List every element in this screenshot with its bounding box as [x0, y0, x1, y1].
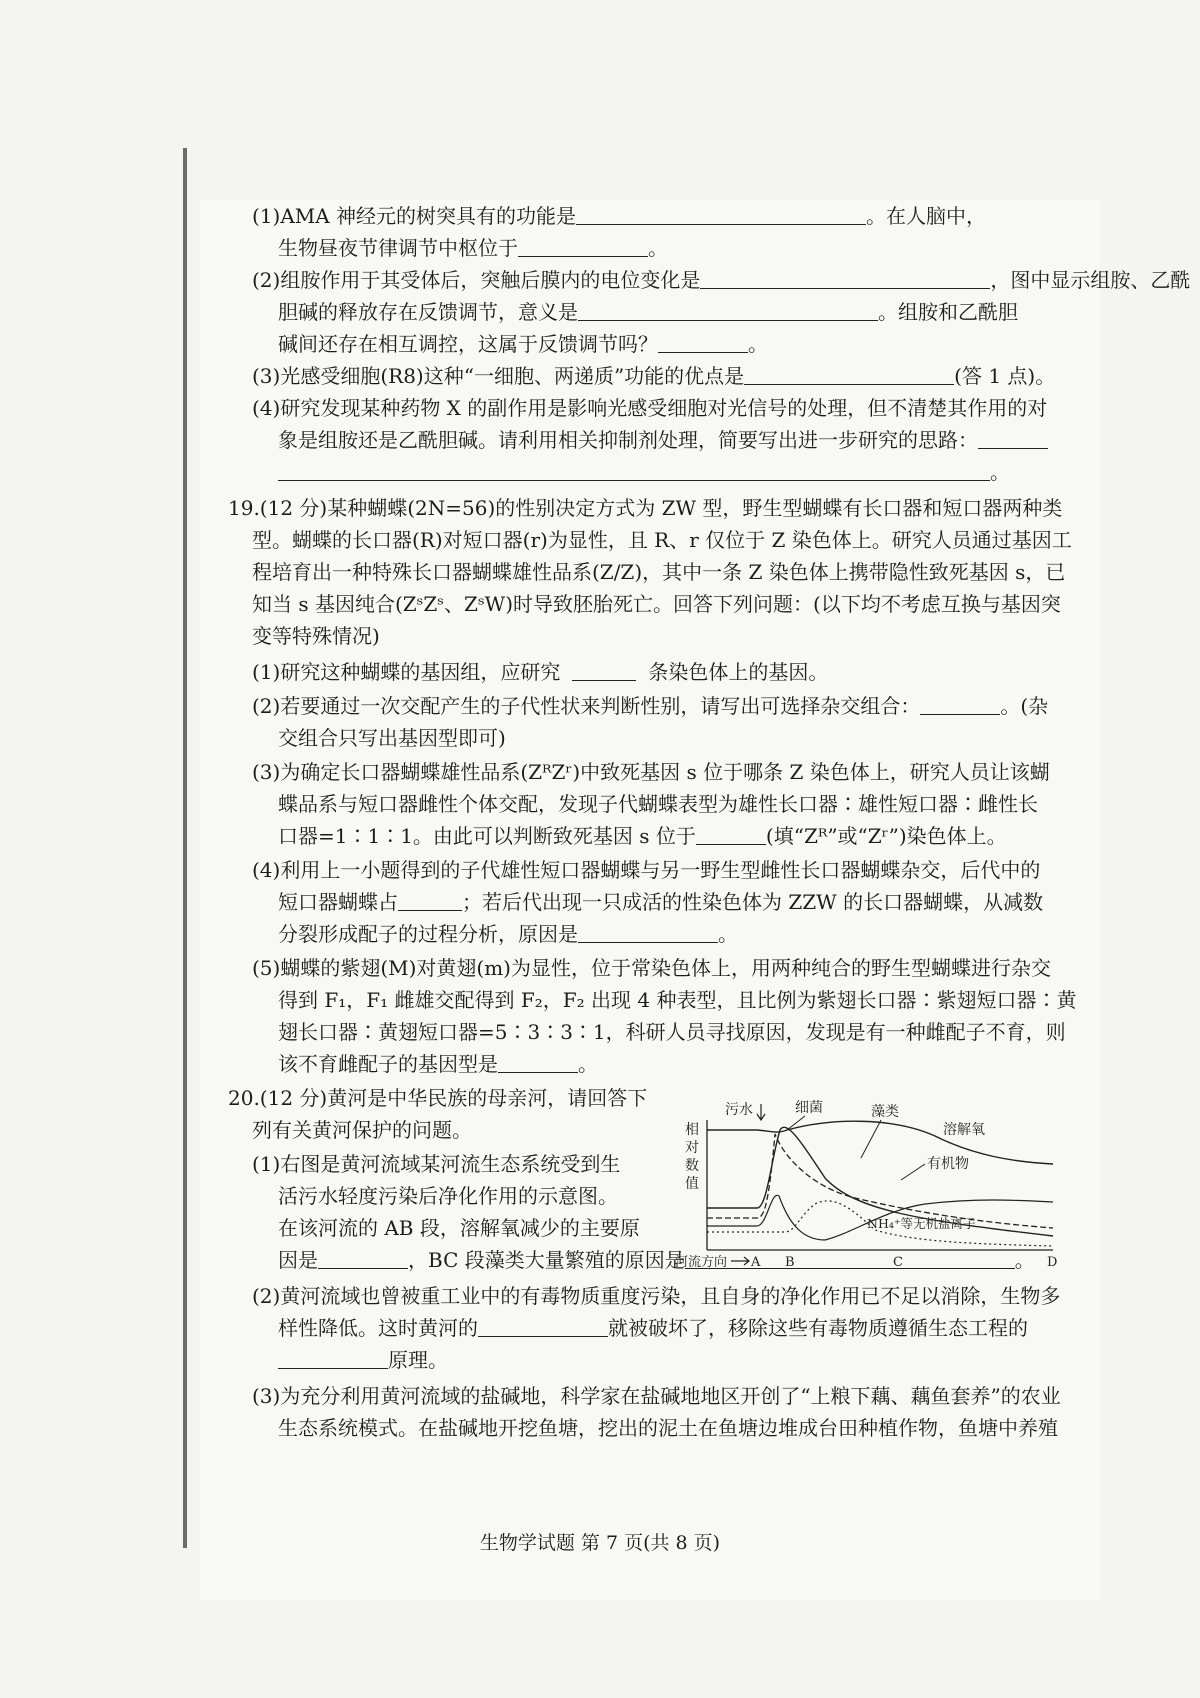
q20-line-11: 生态系统模式。在盐碱地开挖鱼塘，挖出的泥土在鱼塘边堆成台田种植作物，鱼塘中养殖 — [278, 1416, 1058, 1440]
q19-line-6: (1)研究这种蝴蝶的基因组，应研究 条染色体上的基因。 — [252, 660, 829, 684]
label-algae: 藻类 — [871, 1104, 899, 1120]
leader-line — [901, 1164, 925, 1180]
q18-line-9: 。 — [278, 456, 1010, 488]
q19-line-7: (2)若要通过一次交配产生的子代性状来判断性别，请写出可选择杂交组合： 。(杂 — [252, 694, 1049, 718]
q19-line-1: 19.(12 分)某种蝴蝶(2N=56)的性别决定方式为 ZW 型，野生型蝴蝶有长口器和短口器两种类 — [228, 496, 1063, 520]
point-label-b: B — [785, 1255, 795, 1268]
q19-line-15: (5)蝴蝶的紫翅(M)对黄翅(m)为显性，位于常染色体上，用两种纯合的野生型蝴蝶进行杂交 — [252, 956, 1051, 980]
q18-line-5: 碱间还存在相互调控，这属于反馈调节吗？ 。 — [278, 332, 768, 356]
answer-blank[interactable] — [978, 426, 1048, 449]
answer-blank[interactable] — [498, 1050, 578, 1073]
q20-line-2: 列有关黄河保护的问题。 — [252, 1118, 472, 1142]
q19-line-14: 分裂形成配子的过程分析，原因是 。 — [278, 922, 738, 946]
y-axis-label-char: 相 — [685, 1122, 699, 1138]
river-purification-figure — [675, 1100, 1065, 1268]
point-label-a: A — [751, 1255, 761, 1268]
q18-line-3: (2)组胺作用于其受体后，突触后膜内的电位变化是 ，图中显示组胺、乙酰 — [252, 268, 1191, 292]
q20-line-3: (1)右图是黄河流域某河流生态系统受到生 — [252, 1152, 621, 1176]
q19-line-13: 短口器蝴蝶占 ；若后代出现一只成活的性染色体为 ZZW 的长口器蝴蝶，从减数 — [278, 890, 1044, 914]
q19-line-5: 变等特殊情况) — [252, 624, 380, 648]
answer-blank[interactable] — [518, 234, 648, 257]
answer-blank[interactable] — [576, 202, 866, 225]
q19-line-18: 该不育雌配子的基因型是 。 — [278, 1052, 598, 1076]
curve-organic-matter — [707, 1134, 1053, 1228]
q20-line-4: 活污水轻度污染后净化作用的示意图。 — [278, 1184, 618, 1208]
q19-line-2: 型。蝴蝶的长口器(R)对短口器(r)为显性，且 R、r 仅位于 Z 染色体上。研究人员通过基因工 — [252, 528, 1072, 552]
answer-blank[interactable] — [478, 1314, 608, 1337]
q19-line-8: 交组合只写出基因型即可) — [278, 726, 506, 750]
q18-line-6: (3)光感受细胞(R8)这种“一细胞、两递质”功能的优点是 (答 1 点)。 — [252, 364, 1056, 388]
answer-blank[interactable] — [318, 1246, 408, 1269]
direction-arrow-icon — [731, 1257, 749, 1265]
q18-line-8: 象是组胺还是乙酰胆碱。请利用相关抑制剂处理，简要写出进一步研究的思路： — [278, 424, 1048, 456]
q19-line-12: (4)利用上一小题得到的子代雄性短口器蝴蝶与另一野生型雌性长口器蝴蝶杂交，后代中的 — [252, 858, 1041, 882]
q18-line-4: 胆碱的释放存在反馈调节，意义是 。组胺和乙酰胆 — [278, 300, 1018, 324]
q19-line-16: 得到 F₁，F₁ 雌雄交配得到 F₂，F₂ 出现 4 种表型，且比例为紫翅长口器∶紫翅短口器∶黄 — [278, 988, 1077, 1012]
q20-line-5: 在该河流的 AB 段，溶解氧减少的主要原 — [278, 1216, 640, 1240]
q18-line-2: 生物昼夜节律调节中枢位于 。 — [278, 236, 668, 260]
q19-line-17: 翅长口器∶黄翅短口器=5∶3∶3∶1，科研人员寻找原因，发现是有一种雌配子不育，则 — [278, 1020, 1066, 1044]
point-label-c: C — [893, 1255, 903, 1268]
leader-line — [861, 1120, 881, 1158]
scan-edge — [183, 148, 187, 1548]
q19-line-11: 口器=1∶1∶1。由此可以判断致死基因 s 位于 (填“Zᴿ”或“Zʳ”)染色体上。 — [278, 824, 1007, 848]
q18-line-1: (1)AMA 神经元的树突具有的功能是 。在人脑中， — [252, 204, 987, 228]
answer-blank[interactable] — [578, 920, 718, 943]
y-axis-label-char: 对 — [685, 1140, 699, 1156]
label-organic-matter: 有机物 — [927, 1156, 969, 1172]
curve-dissolved-oxygen — [707, 1121, 1053, 1164]
q20-line-9: 原理。 — [278, 1344, 448, 1376]
label-dissolved-oxygen: 溶解氧 — [943, 1122, 985, 1138]
q19-line-3: 程培育出一种特殊长口器蝴蝶雄性品系(Z/Z)，其中一条 Z 染色体上携带隐性致死基因 s，已 — [252, 560, 1066, 584]
q20-line-6: 因是 ，BC 段藻类大量繁殖的原因是 。 — [278, 1248, 1035, 1272]
answer-blank[interactable] — [700, 266, 990, 289]
river-direction-label: 河流方向 — [675, 1255, 728, 1268]
y-axis-label-char: 值 — [685, 1176, 699, 1192]
y-axis-label-char: 数 — [685, 1158, 699, 1174]
point-label-d: D — [1047, 1255, 1058, 1268]
q20-line-7: (2)黄河流域也曾被重工业中的有毒物质重度污染，且自身的净化作用已不足以消除，生物多 — [252, 1284, 1061, 1308]
q19-line-9: (3)为确定长口器蝴蝶雄性品系(ZᴿZʳ)中致死基因 s 位于哪条 Z 染色体上，研究人员让该蝴 — [252, 760, 1050, 784]
q18-line-7: (4)研究发现某种药物 X 的副作用是影响光感受细胞对光信号的处理，但不清楚其作用的对 — [252, 396, 1048, 420]
q19-line-10: 蝶品系与短口器雌性个体交配，发现子代蝴蝶表型为雄性长口器∶雄性短口器∶雌性长 — [278, 792, 1038, 816]
q19-line-4: 知当 s 基因纯合(ZˢZˢ、ZˢW)时导致胚胎死亡。回答下列问题：(以下均不考虑互换与基因突 — [252, 592, 1061, 616]
label-bacteria: 细菌 — [795, 1100, 823, 1116]
answer-blank[interactable] — [398, 888, 462, 911]
answer-blank[interactable] — [278, 1346, 388, 1369]
answer-blank[interactable] — [658, 330, 748, 353]
answer-blank[interactable] — [696, 822, 766, 845]
page-footer: 生物学试题 第 7 页(共 8 页) — [479, 1532, 721, 1554]
answer-blank[interactable] — [920, 692, 1000, 715]
answer-blank[interactable] — [578, 298, 878, 321]
sewage-arrow-icon — [757, 1104, 765, 1120]
answer-blank[interactable] — [572, 658, 636, 681]
answer-blank[interactable] — [744, 362, 954, 385]
label-nh4-ions: NH₄⁺等无机盐离子 — [867, 1216, 976, 1231]
answer-blank[interactable] — [278, 458, 990, 481]
q20-line-8: 样性降低。这时黄河的 就被破坏了，移除这些有毒物质遵循生态工程的 — [278, 1316, 1028, 1340]
sewage-label: 污水 — [725, 1102, 753, 1118]
q20-line-10: (3)为充分利用黄河流域的盐碱地，科学家在盐碱地地区开创了“上粮下藕、藕鱼套养”的农业 — [252, 1384, 1061, 1408]
q20-line-1: 20.(12 分)黄河是中华民族的母亲河，请回答下 — [228, 1086, 648, 1110]
